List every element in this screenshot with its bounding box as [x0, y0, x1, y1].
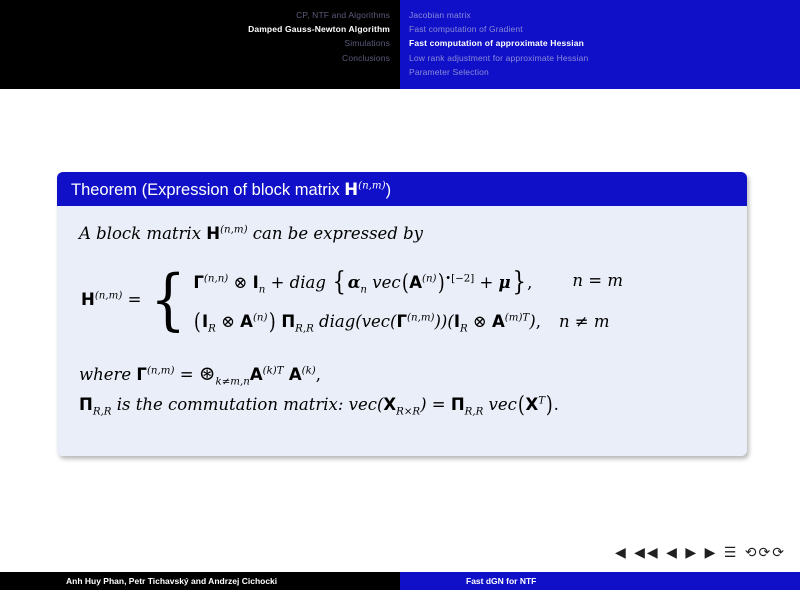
nav-item-damped-gauss-newton-algorithm[interactable]: Damped Gauss-Newton Algorithm: [248, 24, 390, 35]
theorem-block: [57, 172, 747, 456]
theorem-intro-symbol: H: [206, 224, 221, 243]
beamer-navigation-symbols[interactable]: ◀ ◀◀ ◀ ▶ ▶ ☰ ⟲⟳⟳: [614, 545, 786, 561]
theorem-where-line: where $\Gamma^{(n,m)} = ⊛_{k\ne m,n}A^{(k)T}$ $A^{(k)}$,: [79, 360, 322, 387]
equation-left-hand-side: [81, 290, 145, 309]
theorem-title-suffix: ): [385, 181, 392, 199]
nav-underline: [0, 84, 800, 89]
footer-authors: Anh Huy Phan, Petr Tichavský and Andrzej Cichocki: [0, 572, 400, 590]
section-nav-left: [0, 0, 400, 84]
theorem-title-superscript: (n,m): [358, 180, 386, 192]
nav-underline-right: [400, 84, 800, 89]
equation-case-row-2: [193, 308, 623, 334]
subsection-nav-right: [400, 0, 800, 84]
footer-short-title: Fast dGN for NTF: [400, 572, 800, 590]
equation-lhs-superscript: (n,m): [94, 290, 123, 302]
slide-footer: [0, 572, 800, 590]
theorem-title-symbol: H: [344, 180, 359, 199]
theorem-body: [57, 206, 747, 456]
theorem-intro-line: [79, 224, 729, 243]
footer-bottom-padding: [0, 590, 800, 600]
theorem-intro-text-1: A block matrix: [79, 224, 207, 243]
theorem-title: [57, 172, 747, 206]
nav-item-cp-ntf-and-algorithms[interactable]: CP, NTF and Algorithms: [296, 10, 390, 20]
equation-case-1-expression: Γ$^{(n,n)}$ ⊗ $I_n$ + diag { $\alpha_n$ $vec(A^{(n)})^{•[-2]} + \mu$} ,: [193, 267, 533, 297]
equation-case-1-condition: n = m: [572, 270, 623, 290]
theorem-intro-superscript: (n,m): [220, 224, 248, 236]
hessian-block-equation: [81, 261, 729, 339]
theorem-commutation-line: $\Pi_{R,R}$ is the commutation matrix: $vec(X_{R\times R}) = \Pi_{R,R}$ $vec(X^T)$.: [79, 392, 559, 418]
equation-cases-brace: {: [150, 261, 187, 339]
nav-item-simulations[interactable]: Simulations: [344, 38, 390, 49]
equation-equals-sign: =: [127, 290, 142, 310]
top-navigation-bar: [0, 0, 800, 84]
equation-case-row-1: [193, 265, 623, 295]
equation-cases: [193, 265, 623, 335]
theorem-intro-text-2: can be expressed by: [247, 224, 424, 243]
nav-item-parameter-selection[interactable]: Parameter Selection: [409, 66, 489, 77]
nav-item-low-rank-adjustment-for-approximate-hessian[interactable]: Low rank adjustment for approximate Hessian: [409, 52, 589, 63]
nav-item-fast-computation-of-gradient[interactable]: Fast computation of Gradient: [409, 24, 523, 35]
nav-item-jacobian-matrix[interactable]: Jacobian matrix: [409, 10, 471, 20]
equation-case-2-condition: n ≠ m: [558, 311, 610, 331]
nav-item-conclusions[interactable]: Conclusions: [342, 52, 390, 63]
theorem-title-prefix: Theorem (Expression of block matrix: [71, 181, 345, 199]
equation-lhs-symbol: H: [81, 290, 95, 310]
equation-case-2-expression: ($I_R$ ⊗ $A^{(n)}$) $\Pi_{R,R}$ $diag(vec(\Gamma^{(n,m)}))(I_R$ ⊗ $A^{(m)T}$),: [194, 310, 541, 336]
nav-item-fast-computation-of-approximate-hessian[interactable]: Fast computation of approximate Hessian: [409, 38, 584, 49]
